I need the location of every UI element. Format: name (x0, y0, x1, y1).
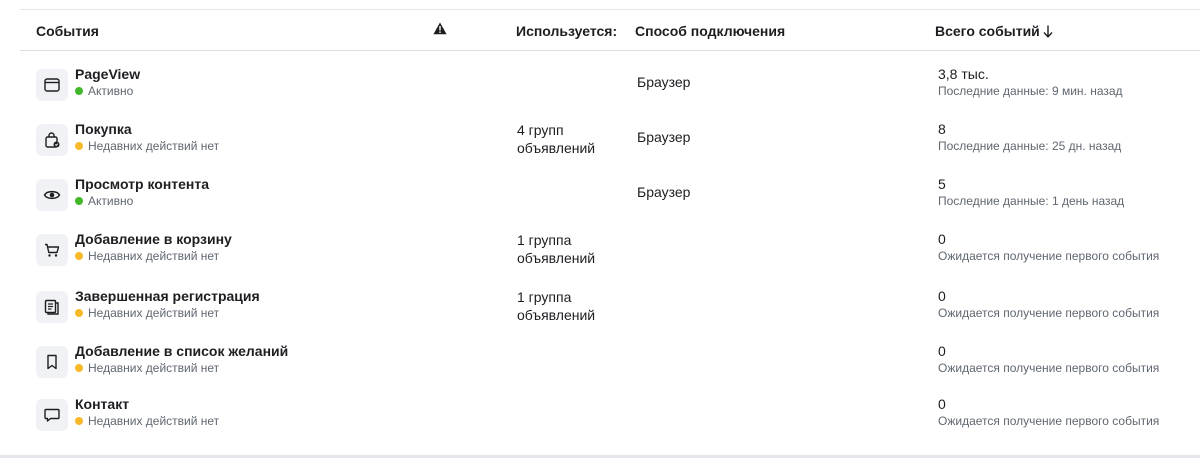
last-data: Ожидается получение первого события (938, 414, 1160, 428)
table-row[interactable] (20, 288, 1200, 346)
status-dot (75, 364, 83, 372)
column-header-total-label: Всего событий (935, 23, 1040, 39)
event-name[interactable]: Просмотр контента (75, 176, 210, 192)
table-row[interactable] (20, 343, 1200, 401)
total-events: 0 (938, 343, 946, 359)
total-events: 5 (938, 176, 946, 192)
table-header (20, 10, 1200, 51)
connection-method: Браузер (637, 184, 691, 200)
column-header-events[interactable]: События (36, 23, 99, 39)
status-text: Активно (88, 194, 134, 208)
table-row[interactable] (20, 121, 1200, 179)
event-status (75, 84, 133, 98)
used-in[interactable]: 1 группа объявлений (517, 232, 596, 266)
last-data: Ожидается получение первого события (938, 361, 1160, 375)
event-name[interactable]: PageView (75, 66, 141, 82)
total-events: 0 (938, 396, 946, 412)
connection-method: Браузер (637, 129, 691, 145)
last-data: Последние данные: 25 дн. назад (938, 139, 1122, 153)
status-text: Недавних действий нет (88, 249, 220, 263)
connection-method: Браузер (637, 74, 691, 90)
table-row[interactable] (20, 66, 1200, 124)
arrow-down-icon[interactable] (1043, 25, 1053, 41)
event-status (75, 249, 219, 263)
event-name[interactable]: Покупка (75, 121, 132, 137)
total-events: 0 (938, 231, 946, 247)
column-header-used[interactable]: Используется: (516, 23, 618, 39)
registration-form-icon (36, 291, 68, 323)
event-status (75, 306, 219, 320)
column-header-total-events[interactable] (935, 23, 1053, 41)
status-text: Недавних действий нет (88, 361, 220, 375)
used-in[interactable]: 4 групп объявлений (517, 122, 596, 156)
status-dot (75, 197, 83, 205)
event-name[interactable]: Завершенная регистрация (75, 288, 260, 304)
status-dot (75, 252, 83, 260)
cart-icon (36, 234, 68, 266)
column-header-method[interactable]: Способ подключения (635, 23, 786, 39)
total-events: 3,8 тыс. (938, 66, 989, 82)
status-text: Недавних действий нет (88, 414, 220, 428)
warning-icon[interactable] (433, 22, 447, 38)
event-status (75, 139, 219, 153)
eye-icon (36, 179, 68, 211)
bookmark-icon (36, 346, 68, 378)
status-dot (75, 142, 83, 150)
table-row[interactable] (20, 231, 1200, 289)
event-status (75, 194, 133, 208)
event-name[interactable]: Добавление в корзину (75, 231, 232, 247)
chat-bubble-icon (36, 399, 68, 431)
browser-window-icon (36, 69, 68, 101)
table-row[interactable] (20, 176, 1200, 234)
shopping-bag-icon (36, 124, 68, 156)
event-name[interactable]: Добавление в список желаний (75, 343, 289, 359)
status-text: Недавних действий нет (88, 306, 220, 320)
event-status (75, 361, 219, 375)
status-text: Активно (88, 84, 134, 98)
status-dot (75, 309, 83, 317)
status-dot (75, 417, 83, 425)
last-data: Последние данные: 1 день назад (938, 194, 1125, 208)
event-name[interactable]: Контакт (75, 396, 130, 412)
event-status (75, 414, 219, 428)
last-data: Ожидается получение первого события (938, 306, 1160, 320)
last-data: Ожидается получение первого события (938, 249, 1160, 263)
total-events: 8 (938, 121, 946, 137)
status-dot (75, 87, 83, 95)
last-data: Последние данные: 9 мин. назад (938, 84, 1123, 98)
total-events: 0 (938, 288, 946, 304)
used-in[interactable]: 1 группа объявлений (517, 289, 596, 323)
status-text: Недавних действий нет (88, 139, 220, 153)
table-row[interactable] (20, 396, 1200, 454)
